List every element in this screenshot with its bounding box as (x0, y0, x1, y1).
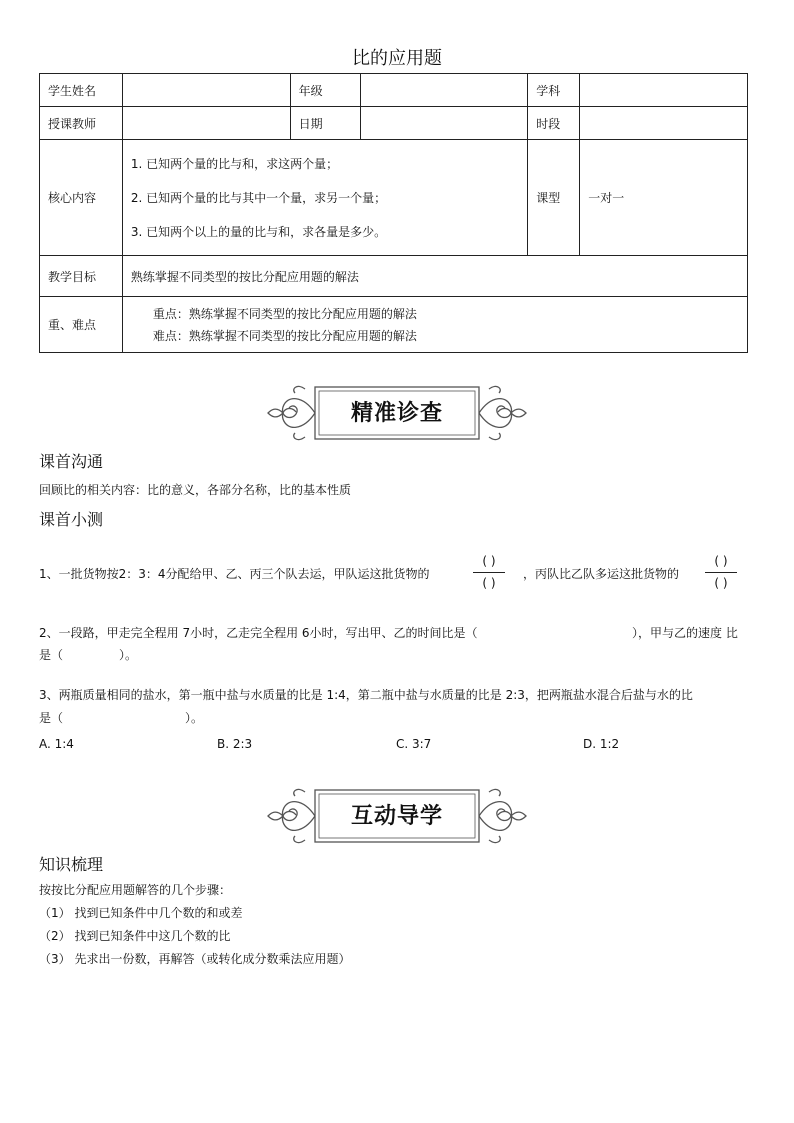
difficult-point: 难点：熟练掌握不同类型的按比分配应用题的解法 (152, 328, 417, 343)
option-c: C. 3:7 (396, 737, 432, 751)
lesson-type-label: 课型 (528, 140, 580, 256)
knowledge-step: （3） 先求出一份数，再解答（或转化成分数乘法应用题） (39, 952, 351, 966)
banner-title: 精准诊查 (350, 400, 443, 426)
question-3-part-c: ）。 (185, 711, 204, 725)
question-1-part-a: 1、一批货物按2：3：4分配给甲、乙、丙三个队去运，甲队运这批货物的 (39, 567, 430, 581)
question-2-part-d: ）。 (119, 648, 138, 662)
date-value (360, 107, 528, 140)
page-title: 比的应用题 (352, 48, 442, 69)
core-content-list (131, 147, 519, 249)
teacher-label: 授课教师 (40, 107, 123, 140)
diagnosis-banner (265, 381, 529, 445)
question-3-part-a: 3、两瓶质量相同的盐水，第一瓶中盐与水质量的比是 1:4，第二瓶中盐与水质量的比是 2:3，把两瓶盐水混合后盐与水的比 (39, 688, 693, 702)
knowledge-heading: 知识梳理 (39, 855, 104, 874)
core-content-cell (122, 140, 527, 256)
knowledge-step: （1） 找到已知条件中几个数的和或差 (39, 906, 243, 920)
key-point: 重点：熟练掌握不同类型的按比分配应用题的解法 (152, 306, 417, 321)
period-value (580, 107, 748, 140)
question-2-part-a: 2、一段路，甲走完全程用 7小时，乙走完全程用 6小时，写出甲、乙的时间比是（ (39, 626, 478, 640)
banner-title: 互动导学 (350, 803, 443, 829)
option-a: A. 1:4 (39, 737, 74, 751)
grade-label: 年级 (290, 74, 360, 107)
core-content-label: 核心内容 (40, 140, 123, 256)
student-name-label: 学生姓名 (40, 74, 123, 107)
grade-value (360, 74, 528, 107)
period-label: 时段 (528, 107, 580, 140)
answer-fraction-blank (472, 553, 506, 593)
date-label: 日期 (290, 107, 360, 140)
fraction-denominator: ( ) (714, 576, 728, 590)
knowledge-intro: 按按比分配应用题解答的几个步骤： (39, 883, 232, 897)
student-name-value (122, 74, 290, 107)
communication-text: 回顾比的相关内容：比的意义，各部分名称，比的基本性质 (39, 483, 352, 497)
question-1-part-b: ，丙队比乙队多运这批货物的 (523, 567, 680, 581)
fraction-denominator: ( ) (482, 576, 496, 590)
lesson-info-table (39, 73, 748, 353)
key-points-label: 重、难点 (40, 297, 123, 353)
lesson-type-value: 一对一 (580, 140, 748, 256)
fraction-numerator: ( ) (714, 554, 728, 568)
question-2-part-b: ），甲与乙的速度 比 (632, 626, 738, 640)
core-content-item: 2. 已知两个量的比与其中一个量，求另一个量； (130, 190, 387, 205)
quiz-heading: 课首小测 (39, 510, 104, 529)
answer-fraction-blank (704, 553, 738, 593)
subject-label: 学科 (528, 74, 580, 107)
interactive-banner (265, 784, 529, 848)
question-3-part-b: 是（ (39, 711, 64, 725)
knowledge-step: （2） 找到已知条件中这几个数的比 (39, 929, 231, 943)
teaching-goal-value: 熟练掌握不同类型的按比分配应用题的解法 (122, 256, 747, 297)
question-2-part-c: 是（ (39, 648, 64, 662)
option-b: B. 2:3 (217, 737, 253, 751)
fraction-numerator: ( ) (482, 554, 496, 568)
fraction-bar (705, 572, 737, 573)
subject-value (580, 74, 748, 107)
core-content-item: 3. 已知两个以上的量的比与和，求各量是多少。 (130, 224, 387, 239)
core-content-item: 1. 已知两个量的比与和，求这两个量； (130, 156, 339, 171)
teaching-goal-label: 教学目标 (40, 256, 123, 297)
teacher-value (122, 107, 290, 140)
key-points-cell (122, 297, 747, 353)
fraction-bar (473, 572, 505, 573)
communication-heading: 课首沟通 (39, 452, 104, 471)
option-d: D. 1:2 (583, 737, 620, 751)
